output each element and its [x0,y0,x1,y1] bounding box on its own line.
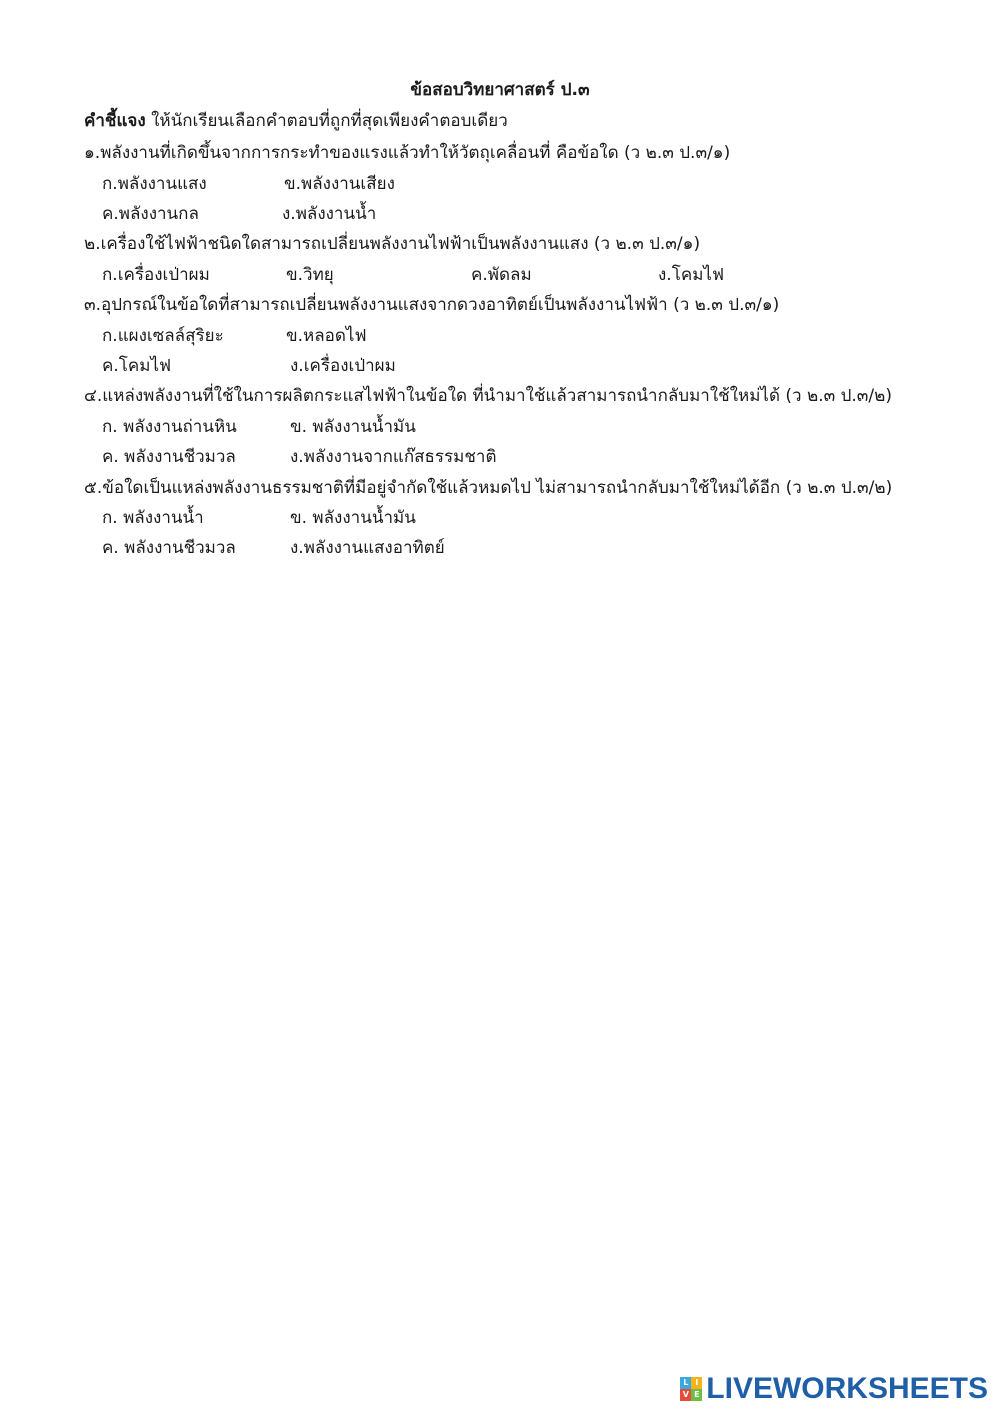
instruction-label: คำชี้แจง [84,111,146,131]
question-4-option-b[interactable]: ข. พลังงานน้ำมัน [290,417,416,437]
question-2-option-b[interactable]: ข.วิทยุ [286,265,334,285]
question-2-text: ๒.เครื่องใช้ไฟฟ้าชนิดใดสามารถเปลี่ยนพลังงานไฟฟ้าเป็นพลังงานแสง (ว ๒.๓ ป.๓/๑) [84,234,701,254]
question-1-option-b[interactable]: ข.พลังงานเสียง [284,174,395,194]
question-5-option-c[interactable]: ค. พลังงานชีวมวล [102,538,236,558]
question-3-text: ๓.อุปกรณ์ในข้อใดที่สามารถเปลี่ยนพลังงานแสงจากดวงอาทิตย์เป็นพลังงานไฟฟ้า (ว ๒.๓ ป.๓/๑) [84,295,780,315]
page-title: ข้อสอบวิทยาศาสตร์ ป.๓ [410,80,590,100]
instruction-text: ให้นักเรียนเลือกคำตอบที่ถูกที่สุดเพียงคำตอบเดียว [145,111,508,131]
question-5-option-b[interactable]: ข. พลังงานน้ำมัน [290,508,416,528]
question-4-option-d[interactable]: ง.พลังงานจากแก๊สธรรมชาติ [290,447,497,467]
question-3-option-b[interactable]: ข.หลอดไฟ [286,326,367,346]
question-4-option-c[interactable]: ค. พลังงานชีวมวล [102,447,236,467]
question-5-option-d[interactable]: ง.พลังงานแสงอาทิตย์ [290,538,445,558]
question-1-option-d[interactable]: ง.พลังงานน้ำ [282,204,377,224]
logo-mark-letter: L [680,1377,691,1389]
logo-mark-letter: I [691,1377,702,1389]
question-1-option-c[interactable]: ค.พลังงานกล [102,204,199,224]
question-1-option-a[interactable]: ก.พลังงานแสง [102,174,207,194]
question-3-option-c[interactable]: ค.โคมไฟ [102,356,172,376]
question-3-option-a[interactable]: ก.แผงเซลล์สุริยะ [102,326,224,346]
question-3-option-d[interactable]: ง.เครื่องเป่าผม [290,356,396,376]
question-5-text: ๕.ข้อใดเป็นแหล่งพลังงานธรรมชาติที่มีอยู่จำกัดใช้แล้วหมดไป ไม่สามารถนำกลับมาใช้ใหม่ได้อีก (ว ๒.๓ ป.๓/๒) [84,478,893,498]
question-1-text: ๑.พลังงานที่เกิดขึ้นจากการกระทำของแรงแล้วทำให้วัตถุเคลื่อนที่ คือข้อใด (ว ๒.๓ ป.๓/๑) [84,143,731,163]
instruction [84,107,508,134]
liveworksheets-logo-icon [680,1377,702,1401]
logo-mark-letter: V [680,1389,691,1401]
question-2-option-c[interactable]: ค.พัดลม [471,265,532,285]
question-2-option-a[interactable]: ก.เครื่องเป่าผม [102,265,210,285]
logo-mark-letter: E [691,1389,702,1401]
question-4-text: ๔.แหล่งพลังงานที่ใช้ในการผลิตกระแสไฟฟ้าในข้อใด ที่นำมาใช้แล้วสามารถนำกลับมาใช้ใหม่ได้ (ว ๒.๓ ป.๓/๒) [84,386,892,406]
liveworksheets-logo-text: LIVEWORKSHEETS [706,1372,988,1405]
question-5-option-a[interactable]: ก. พลังงานน้ำ [102,508,204,528]
liveworksheets-logo [680,1372,988,1406]
question-2-option-d[interactable]: ง.โคมไฟ [658,265,724,285]
question-4-option-a[interactable]: ก. พลังงานถ่านหิน [102,417,237,437]
